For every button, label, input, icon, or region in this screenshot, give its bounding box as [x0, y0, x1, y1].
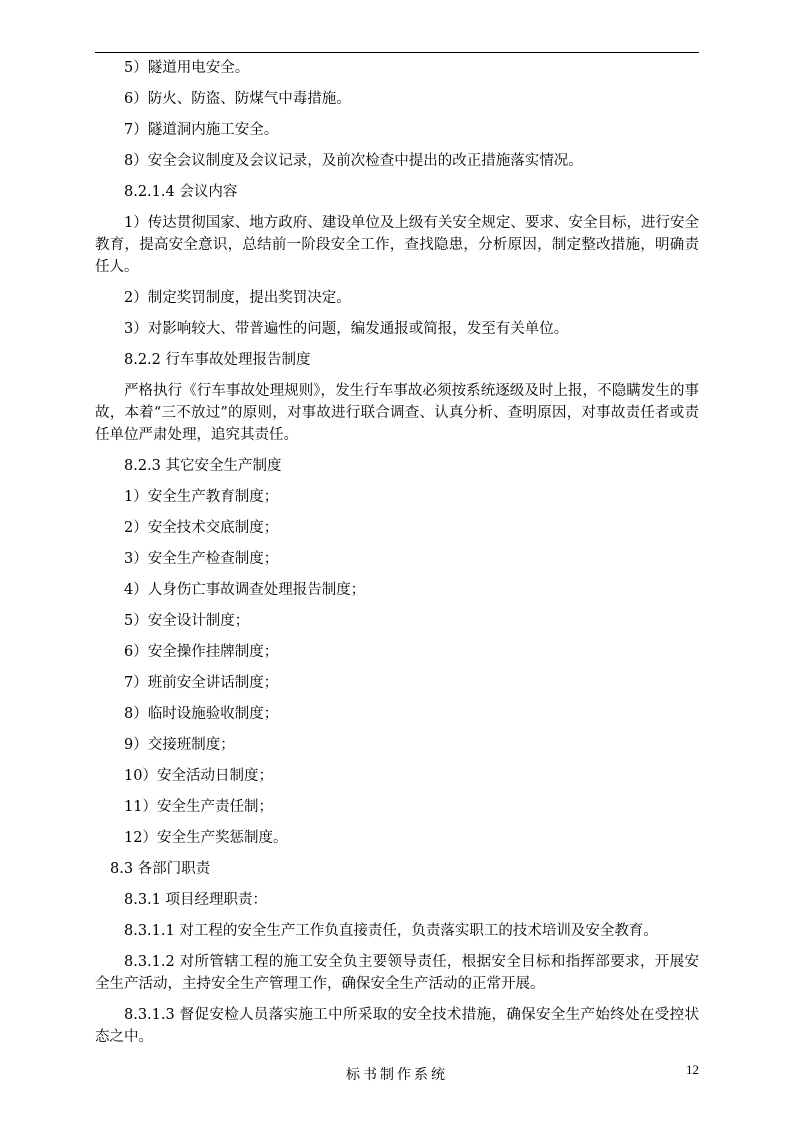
page-number: 12 [686, 1062, 699, 1077]
paragraph: 8.3.1.3 督促安检人员落实施工中所采取的安全技术措施，确保安全生产始终处在受控状态之中。 [95, 1007, 699, 1045]
paragraph: 8.3.1.2 对所管辖工程的施工安全负主要领导责任，根据安全目标和指挥部要求，开展安全生产活动，主持安全生产管理工作，确保安全生产活动的正常开展。 [95, 954, 699, 992]
paragraph: 7）班前安全讲话制度； [124, 675, 279, 691]
footer-title: 标书制作系统 [346, 1067, 448, 1083]
paragraph: 5）安全设计制度； [124, 613, 250, 629]
paragraph: 1）安全生产教育制度； [124, 489, 279, 505]
paragraph: 5）隧道用电安全。 [124, 60, 250, 76]
paragraph: 11）安全生产责任制； [124, 799, 273, 815]
paragraph: 8.2.1.4 会议内容 [124, 184, 238, 200]
paragraph: 8.2.3 其它安全生产制度 [124, 458, 282, 474]
paragraph: 严格执行《行车事故处理规则》，发生行车事故必须按系统逐级及时上报，不隐瞒发生的事故，本着“三不放过”的原则，对事故进行联合调查、认真分析、查明原因，对事故责任者或责任单位严肃处理，追究其责任。 [95, 383, 699, 443]
paragraph: 1）传达贯彻国家、地方政府、建设单位及上级有关安全规定、要求、安全目标，进行安全教育，提高安全意识，总结前一阶段安全工作，查找隐患，分析原因，制定整改措施，明确责任人。 [95, 215, 699, 275]
paragraph: 3）安全生产检查制度； [124, 551, 279, 567]
paragraph: 8.2.2 行车事故处理报告制度 [124, 352, 311, 368]
paragraph: 8.3.1 项目经理职责： [124, 892, 268, 908]
paragraph: 4）人身伤亡事故调查处理报告制度； [124, 582, 366, 598]
paragraph: 8）临时设施验收制度； [124, 706, 279, 722]
paragraph: 12）安全生产奖惩制度。 [124, 830, 288, 846]
paragraph: 2）制定奖罚制度，提出奖罚决定。 [124, 290, 351, 306]
paragraph: 8）安全会议制度及会议记录，及前次检查中提出的改正措施落实情况。 [124, 153, 583, 169]
paragraph: 6）防火、防盗、防煤气中毒措施。 [124, 91, 351, 107]
document-body [95, 57, 699, 1057]
paragraph: 10）安全活动日制度； [124, 768, 273, 784]
paragraph: 9）交接班制度； [124, 737, 235, 753]
paragraph: 2）安全技术交底制度； [124, 520, 279, 536]
paragraph: 8.3.1.1 对工程的安全生产工作负直接责任，负责落实职工的技术培训及安全教育。 [124, 923, 658, 939]
paragraph: 3）对影响较大、带普遍性的问题，编发通报或简报，发至有关单位。 [124, 321, 569, 337]
header-rule [95, 52, 699, 53]
paragraph: 7）隧道洞内施工安全。 [124, 122, 279, 138]
paragraph: 6）安全操作挂牌制度； [124, 644, 279, 660]
section-heading: 8.3 各部门职责 [110, 861, 211, 877]
